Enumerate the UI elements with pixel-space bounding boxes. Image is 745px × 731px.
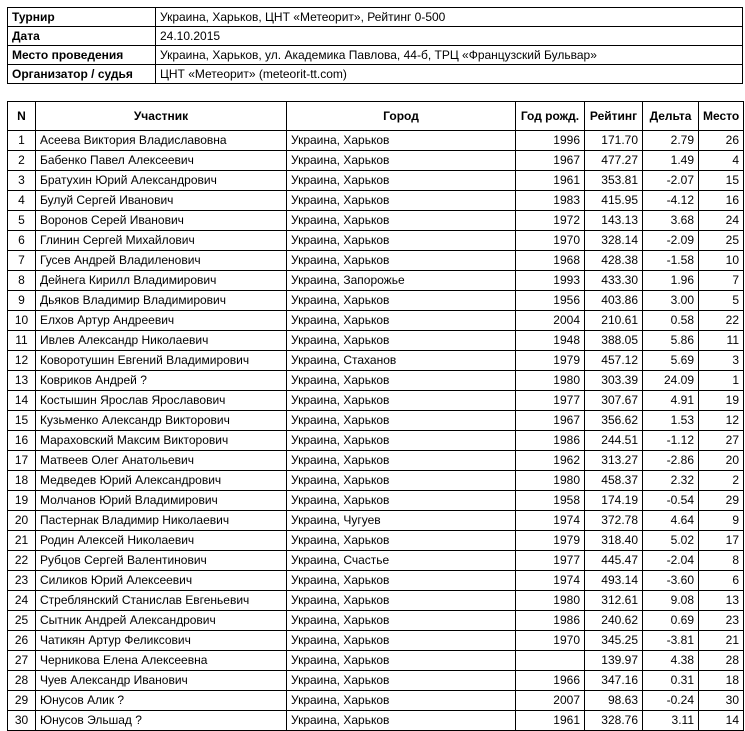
- cell-city: Украина, Харьков: [287, 471, 516, 491]
- cell-number: 6: [8, 231, 36, 251]
- cell-participant: Юнусов Эльшад ?: [36, 711, 287, 731]
- cell-number: 23: [8, 571, 36, 591]
- table-row: [8, 411, 744, 431]
- results-header-row: [8, 102, 744, 131]
- cell-place: 26: [699, 131, 744, 151]
- cell-place: 21: [699, 631, 744, 651]
- cell-birth-year: 1979: [516, 351, 585, 371]
- cell-participant: Пастернак Владимир Николаевич: [36, 511, 287, 531]
- cell-city: Украина, Харьков: [287, 251, 516, 271]
- cell-birth-year: 1972: [516, 211, 585, 231]
- cell-city: Украина, Харьков: [287, 611, 516, 631]
- cell-participant: Молчанов Юрий Владимирович: [36, 491, 287, 511]
- cell-birth-year: 1970: [516, 631, 585, 651]
- cell-delta: 3.11: [643, 711, 699, 731]
- cell-rating: 403.86: [585, 291, 643, 311]
- table-row: [8, 331, 744, 351]
- cell-delta: 9.08: [643, 591, 699, 611]
- cell-number: 7: [8, 251, 36, 271]
- cell-birth-year: 1966: [516, 671, 585, 691]
- cell-city: Украина, Харьков: [287, 411, 516, 431]
- cell-city: Украина, Харьков: [287, 651, 516, 671]
- cell-delta: 5.69: [643, 351, 699, 371]
- cell-city: Украина, Харьков: [287, 431, 516, 451]
- cell-rating: 372.78: [585, 511, 643, 531]
- cell-place: 12: [699, 411, 744, 431]
- cell-delta: 2.79: [643, 131, 699, 151]
- cell-participant: Ковриков Андрей ?: [36, 371, 287, 391]
- cell-delta: -2.09: [643, 231, 699, 251]
- tournament-label: Турнир: [8, 8, 156, 27]
- tournament-value: Украина, Харьков, ЦНТ «Метеорит», Рейтинг 0-500: [156, 8, 743, 27]
- cell-city: Украина, Харьков: [287, 191, 516, 211]
- cell-rating: 458.37: [585, 471, 643, 491]
- column-header-city: Город: [287, 102, 516, 131]
- column-header-number: N: [8, 102, 36, 131]
- cell-rating: 493.14: [585, 571, 643, 591]
- cell-place: 4: [699, 151, 744, 171]
- cell-birth-year: 1958: [516, 491, 585, 511]
- cell-city: Украина, Харьков: [287, 571, 516, 591]
- cell-birth-year: 1993: [516, 271, 585, 291]
- info-row-date: [8, 27, 743, 46]
- cell-birth-year: [516, 651, 585, 671]
- cell-number: 11: [8, 331, 36, 351]
- cell-city: Украина, Харьков: [287, 591, 516, 611]
- cell-participant: Кузьменко Александр Викторович: [36, 411, 287, 431]
- column-header-birth-year: Год рожд.: [516, 102, 585, 131]
- cell-delta: 5.02: [643, 531, 699, 551]
- table-row: [8, 571, 744, 591]
- cell-place: 15: [699, 171, 744, 191]
- table-row: [8, 451, 744, 471]
- cell-participant: Костышин Ярослав Ярославович: [36, 391, 287, 411]
- cell-rating: 139.97: [585, 651, 643, 671]
- cell-delta: -4.12: [643, 191, 699, 211]
- table-row: [8, 231, 744, 251]
- table-row: [8, 471, 744, 491]
- cell-number: 10: [8, 311, 36, 331]
- cell-place: 1: [699, 371, 744, 391]
- cell-place: 23: [699, 611, 744, 631]
- cell-rating: 356.62: [585, 411, 643, 431]
- cell-number: 13: [8, 371, 36, 391]
- cell-birth-year: 1983: [516, 191, 585, 211]
- table-row: [8, 271, 744, 291]
- cell-place: 11: [699, 331, 744, 351]
- cell-delta: 4.91: [643, 391, 699, 411]
- table-row: [8, 651, 744, 671]
- table-row: [8, 151, 744, 171]
- cell-rating: 445.47: [585, 551, 643, 571]
- results-body: [8, 131, 744, 731]
- cell-number: 12: [8, 351, 36, 371]
- organizer-label: Организатор / судья: [8, 65, 156, 84]
- venue-label: Место проведения: [8, 46, 156, 65]
- table-row: [8, 671, 744, 691]
- cell-number: 30: [8, 711, 36, 731]
- cell-city: Украина, Харьков: [287, 631, 516, 651]
- cell-participant: Глинин Сергей Михайлович: [36, 231, 287, 251]
- cell-birth-year: 1967: [516, 151, 585, 171]
- cell-delta: -1.12: [643, 431, 699, 451]
- cell-number: 26: [8, 631, 36, 651]
- cell-city: Украина, Харьков: [287, 691, 516, 711]
- cell-birth-year: 2004: [516, 311, 585, 331]
- cell-place: 25: [699, 231, 744, 251]
- cell-number: 14: [8, 391, 36, 411]
- table-row: [8, 511, 744, 531]
- table-row: [8, 371, 744, 391]
- cell-place: 17: [699, 531, 744, 551]
- cell-participant: Братухин Юрий Александрович: [36, 171, 287, 191]
- table-row: [8, 551, 744, 571]
- cell-city: Украина, Харьков: [287, 671, 516, 691]
- cell-delta: 24.09: [643, 371, 699, 391]
- cell-delta: 5.86: [643, 331, 699, 351]
- table-row: [8, 631, 744, 651]
- cell-participant: Силиков Юрий Алексеевич: [36, 571, 287, 591]
- table-row: [8, 711, 744, 731]
- cell-place: 24: [699, 211, 744, 231]
- cell-rating: 353.81: [585, 171, 643, 191]
- cell-rating: 477.27: [585, 151, 643, 171]
- results-table: [7, 101, 744, 731]
- cell-place: 20: [699, 451, 744, 471]
- cell-place: 22: [699, 311, 744, 331]
- table-row: [8, 431, 744, 451]
- table-row: [8, 351, 744, 371]
- cell-rating: 240.62: [585, 611, 643, 631]
- cell-participant: Рубцов Сергей Валентинович: [36, 551, 287, 571]
- cell-delta: 4.64: [643, 511, 699, 531]
- table-row: [8, 391, 744, 411]
- cell-birth-year: 2007: [516, 691, 585, 711]
- cell-city: Украина, Харьков: [287, 291, 516, 311]
- cell-city: Украина, Харьков: [287, 391, 516, 411]
- cell-participant: Мараховский Максим Викторович: [36, 431, 287, 451]
- table-row: [8, 591, 744, 611]
- cell-rating: 433.30: [585, 271, 643, 291]
- cell-city: Украина, Харьков: [287, 331, 516, 351]
- cell-delta: -0.54: [643, 491, 699, 511]
- cell-delta: 3.00: [643, 291, 699, 311]
- column-header-participant: Участник: [36, 102, 287, 131]
- cell-number: 15: [8, 411, 36, 431]
- cell-birth-year: 1977: [516, 391, 585, 411]
- cell-birth-year: 1996: [516, 131, 585, 151]
- info-row-venue: [8, 46, 743, 65]
- table-row: [8, 291, 744, 311]
- cell-city: Украина, Харьков: [287, 231, 516, 251]
- cell-participant: Дьяков Владимир Владимирович: [36, 291, 287, 311]
- table-row: [8, 131, 744, 151]
- cell-birth-year: 1986: [516, 431, 585, 451]
- cell-city: Украина, Харьков: [287, 311, 516, 331]
- date-value: 24.10.2015: [156, 27, 743, 46]
- cell-delta: -3.60: [643, 571, 699, 591]
- cell-number: 9: [8, 291, 36, 311]
- cell-delta: 0.31: [643, 671, 699, 691]
- cell-number: 3: [8, 171, 36, 191]
- column-header-place: Место: [699, 102, 744, 131]
- cell-number: 16: [8, 431, 36, 451]
- cell-participant: Асеева Виктория Владиславовна: [36, 131, 287, 151]
- cell-delta: -2.04: [643, 551, 699, 571]
- cell-birth-year: 1961: [516, 171, 585, 191]
- cell-rating: 328.76: [585, 711, 643, 731]
- cell-place: 10: [699, 251, 744, 271]
- cell-rating: 347.16: [585, 671, 643, 691]
- cell-place: 9: [699, 511, 744, 531]
- cell-rating: 415.95: [585, 191, 643, 211]
- cell-place: 13: [699, 591, 744, 611]
- table-row: [8, 611, 744, 631]
- venue-value: Украина, Харьков, ул. Академика Павлова, 44-б, ТРЦ «Французский Бульвар»: [156, 46, 743, 65]
- cell-number: 24: [8, 591, 36, 611]
- cell-birth-year: 1967: [516, 411, 585, 431]
- cell-rating: 307.67: [585, 391, 643, 411]
- cell-participant: Булуй Сергей Иванович: [36, 191, 287, 211]
- cell-number: 18: [8, 471, 36, 491]
- cell-number: 2: [8, 151, 36, 171]
- cell-rating: 171.70: [585, 131, 643, 151]
- cell-place: 28: [699, 651, 744, 671]
- cell-birth-year: 1948: [516, 331, 585, 351]
- cell-participant: Черникова Елена Алексеевна: [36, 651, 287, 671]
- cell-number: 29: [8, 691, 36, 711]
- cell-delta: -2.07: [643, 171, 699, 191]
- cell-delta: 1.53: [643, 411, 699, 431]
- cell-rating: 345.25: [585, 631, 643, 651]
- cell-number: 22: [8, 551, 36, 571]
- table-row: [8, 491, 744, 511]
- cell-birth-year: 1962: [516, 451, 585, 471]
- table-row: [8, 211, 744, 231]
- cell-participant: Чатикян Артур Феликсович: [36, 631, 287, 651]
- cell-rating: 143.13: [585, 211, 643, 231]
- cell-city: Украина, Харьков: [287, 711, 516, 731]
- table-row: [8, 311, 744, 331]
- cell-number: 8: [8, 271, 36, 291]
- cell-delta: -0.24: [643, 691, 699, 711]
- cell-place: 18: [699, 671, 744, 691]
- table-row: [8, 531, 744, 551]
- cell-rating: 428.38: [585, 251, 643, 271]
- cell-rating: 244.51: [585, 431, 643, 451]
- table-row: [8, 691, 744, 711]
- cell-rating: 388.05: [585, 331, 643, 351]
- info-row-tournament: [8, 8, 743, 27]
- cell-rating: 328.14: [585, 231, 643, 251]
- cell-birth-year: 1979: [516, 531, 585, 551]
- cell-place: 29: [699, 491, 744, 511]
- organizer-value: ЦНТ «Метеорит» (meteorit-tt.com): [156, 65, 743, 84]
- cell-birth-year: 1980: [516, 591, 585, 611]
- cell-delta: 1.96: [643, 271, 699, 291]
- cell-city: Украина, Харьков: [287, 491, 516, 511]
- cell-place: 19: [699, 391, 744, 411]
- cell-city: Украина, Стаханов: [287, 351, 516, 371]
- cell-number: 4: [8, 191, 36, 211]
- cell-rating: 313.27: [585, 451, 643, 471]
- cell-participant: Сытник Андрей Александрович: [36, 611, 287, 631]
- cell-rating: 312.61: [585, 591, 643, 611]
- table-row: [8, 191, 744, 211]
- cell-city: Украина, Харьков: [287, 171, 516, 191]
- cell-participant: Юнусов Алик ?: [36, 691, 287, 711]
- cell-delta: -3.81: [643, 631, 699, 651]
- cell-birth-year: 1980: [516, 371, 585, 391]
- cell-number: 17: [8, 451, 36, 471]
- cell-birth-year: 1980: [516, 471, 585, 491]
- cell-place: 16: [699, 191, 744, 211]
- column-header-delta: Дельта: [643, 102, 699, 131]
- cell-participant: Родин Алексей Николаевич: [36, 531, 287, 551]
- cell-delta: 0.69: [643, 611, 699, 631]
- cell-city: Украина, Харьков: [287, 451, 516, 471]
- cell-delta: 2.32: [643, 471, 699, 491]
- cell-participant: Воронов Серей Иванович: [36, 211, 287, 231]
- cell-birth-year: 1977: [516, 551, 585, 571]
- cell-participant: Бабенко Павел Алексеевич: [36, 151, 287, 171]
- cell-place: 14: [699, 711, 744, 731]
- cell-city: Украина, Запорожье: [287, 271, 516, 291]
- cell-city: Украина, Харьков: [287, 371, 516, 391]
- info-row-organizer: [8, 65, 743, 84]
- cell-place: 7: [699, 271, 744, 291]
- cell-number: 28: [8, 671, 36, 691]
- cell-participant: Чуев Александр Иванович: [36, 671, 287, 691]
- cell-rating: 318.40: [585, 531, 643, 551]
- cell-delta: 1.49: [643, 151, 699, 171]
- cell-place: 3: [699, 351, 744, 371]
- cell-participant: Ивлев Александр Николаевич: [36, 331, 287, 351]
- cell-rating: 210.61: [585, 311, 643, 331]
- table-row: [8, 171, 744, 191]
- cell-birth-year: 1974: [516, 511, 585, 531]
- cell-delta: -1.58: [643, 251, 699, 271]
- tournament-info-table: [7, 7, 743, 84]
- cell-number: 25: [8, 611, 36, 631]
- cell-rating: 457.12: [585, 351, 643, 371]
- cell-participant: Матвеев Олег Анатольевич: [36, 451, 287, 471]
- cell-city: Украина, Счастье: [287, 551, 516, 571]
- cell-birth-year: 1974: [516, 571, 585, 591]
- cell-place: 2: [699, 471, 744, 491]
- cell-birth-year: 1986: [516, 611, 585, 631]
- cell-city: Украина, Харьков: [287, 151, 516, 171]
- cell-number: 20: [8, 511, 36, 531]
- cell-birth-year: 1961: [516, 711, 585, 731]
- cell-delta: 4.38: [643, 651, 699, 671]
- cell-delta: 3.68: [643, 211, 699, 231]
- cell-city: Украина, Харьков: [287, 211, 516, 231]
- cell-number: 5: [8, 211, 36, 231]
- cell-place: 6: [699, 571, 744, 591]
- date-label: Дата: [8, 27, 156, 46]
- cell-rating: 98.63: [585, 691, 643, 711]
- cell-participant: Стреблянский Станислав Евгеньевич: [36, 591, 287, 611]
- column-header-rating: Рейтинг: [585, 102, 643, 131]
- table-row: [8, 251, 744, 271]
- cell-place: 5: [699, 291, 744, 311]
- cell-place: 27: [699, 431, 744, 451]
- cell-rating: 174.19: [585, 491, 643, 511]
- cell-city: Украина, Харьков: [287, 131, 516, 151]
- cell-participant: Дейнега Кирилл Владимирович: [36, 271, 287, 291]
- cell-city: Украина, Чугуев: [287, 511, 516, 531]
- cell-number: 27: [8, 651, 36, 671]
- cell-birth-year: 1968: [516, 251, 585, 271]
- cell-place: 30: [699, 691, 744, 711]
- cell-number: 21: [8, 531, 36, 551]
- cell-birth-year: 1970: [516, 231, 585, 251]
- cell-delta: -2.86: [643, 451, 699, 471]
- cell-participant: Коворотушин Евгений Владимирович: [36, 351, 287, 371]
- cell-delta: 0.58: [643, 311, 699, 331]
- cell-place: 8: [699, 551, 744, 571]
- cell-rating: 303.39: [585, 371, 643, 391]
- cell-city: Украина, Харьков: [287, 531, 516, 551]
- cell-participant: Елхов Артур Андреевич: [36, 311, 287, 331]
- cell-participant: Гусев Андрей Владиленович: [36, 251, 287, 271]
- cell-number: 19: [8, 491, 36, 511]
- cell-number: 1: [8, 131, 36, 151]
- cell-participant: Медведев Юрий Александрович: [36, 471, 287, 491]
- cell-birth-year: 1956: [516, 291, 585, 311]
